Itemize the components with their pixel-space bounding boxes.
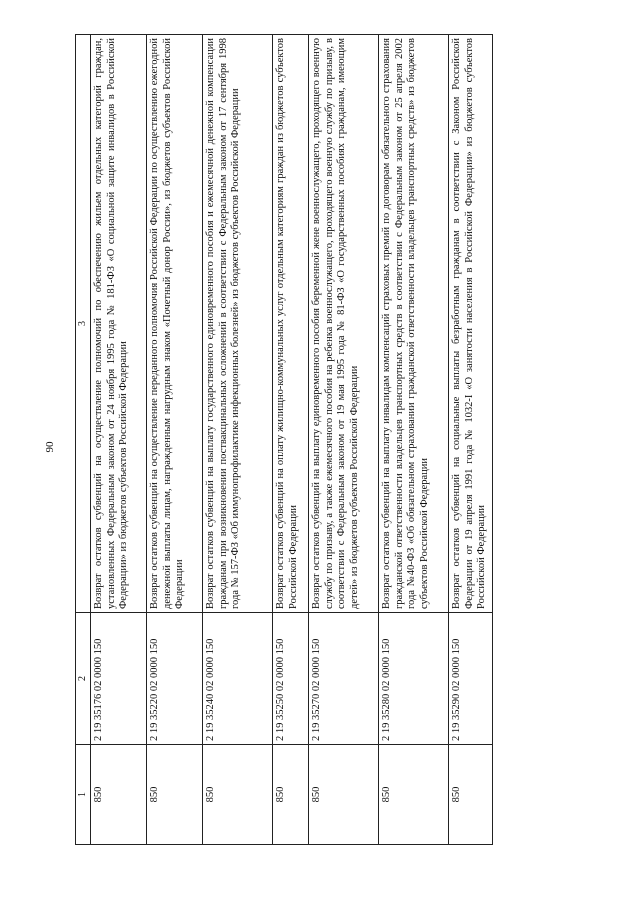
kbk-code-cell: 2 19 35290 02 0000 150 (449, 613, 493, 745)
table-row (449, 35, 493, 845)
admin-code-cell: 850 (203, 745, 273, 845)
kbk-code-cell: 2 19 35176 02 0000 150 (91, 613, 147, 745)
table-row (91, 35, 147, 845)
description-cell: Возврат остатков субвенций на осуществление полномочий по обеспечению жильем отдельных категорий граждан, установленных Федеральным законом от 24 ноября 1995 года № 181-ФЗ «О социальной защите инвалидов в Российской Федерации» из бюджетов субъектов Российской Федерации (91, 35, 147, 613)
budget-code-table (75, 34, 493, 845)
kbk-code-cell: 2 19 35220 02 0000 150 (147, 613, 203, 745)
admin-code-cell: 850 (379, 745, 449, 845)
table-row (309, 35, 379, 845)
column-header: 3 (76, 35, 91, 613)
kbk-code-cell: 2 19 35240 02 0000 150 (203, 613, 273, 745)
page-number: 90 (44, 441, 56, 453)
admin-code-cell: 850 (449, 745, 493, 845)
column-header: 1 (76, 745, 91, 845)
description-cell: Возврат остатков субвенций на выплату единовременного пособия беременной жене военнослужащего, проходящего военную службу по призыву, а также ежемесячного пособия на ребенка военнослужащего, проходящего военную службу по призыву, в соответствии с Федеральным законом от 19 мая 1995 года № 81-ФЗ «О государственных пособиях гражданам, имеющим детей» из бюджетов субъектов Российской Федерации (309, 35, 379, 613)
description-cell: Возврат остатков субвенций на социальные выплаты безработным гражданам в соответствии с Законом Российской Федерации от 19 апреля 1991 года № 1032-I «О занятости населения в Российской Федерации» из бюджетов субъектов Российской Федерации (449, 35, 493, 613)
table-header-row (76, 35, 91, 845)
admin-code-cell: 850 (309, 745, 379, 845)
kbk-code-cell: 2 19 35250 02 0000 150 (273, 613, 309, 745)
budget-code-table-sheet (75, 35, 500, 845)
admin-code-cell: 850 (147, 745, 203, 845)
table-row (147, 35, 203, 845)
table-row (203, 35, 273, 845)
description-cell: Возврат остатков субвенций на оплату жилищно-коммунальных услуг отдельным категориям граждан из бюджетов субъектов Российской Федерации (273, 35, 309, 613)
column-header: 2 (76, 613, 91, 745)
description-cell: Возврат остатков субвенций на осуществление переданного полномочия Российской Федерации по осуществлению ежегодной денежной выплаты лицам, награжденным нагрудным знаком «Почетный донор России», из бюджетов субъектов Российской Федерации (147, 35, 203, 613)
description-cell: Возврат остатков субвенций на выплату инвалидам компенсаций страховых премий по договорам обязательного страхования гражданской ответственности владельцев транспортных средств в соответствии с Федеральным законом от 25 апреля 2002 года №40-ФЗ «Об обязательном страховании гражданской ответственности владельцев транспортных средств» из бюджетов субъектов Российской Федерации (379, 35, 449, 613)
description-cell: Возврат остатков субвенций на выплату государственного единовременного пособия и ежемесячной денежной компенсации гражданам при возникновении поствакцинальных осложнений в соответствии с Федеральным законом от 17 сентября 1998 года № 157-ФЗ «Об иммунопрофилактике инфекционных болезней» из бюджетов субъектов Российской Федерации (203, 35, 273, 613)
table-row (379, 35, 449, 845)
admin-code-cell: 850 (273, 745, 309, 845)
admin-code-cell: 850 (91, 745, 147, 845)
table-row (273, 35, 309, 845)
kbk-code-cell: 2 19 35280 02 0000 150 (379, 613, 449, 745)
kbk-code-cell: 2 19 35270 02 0000 150 (309, 613, 379, 745)
